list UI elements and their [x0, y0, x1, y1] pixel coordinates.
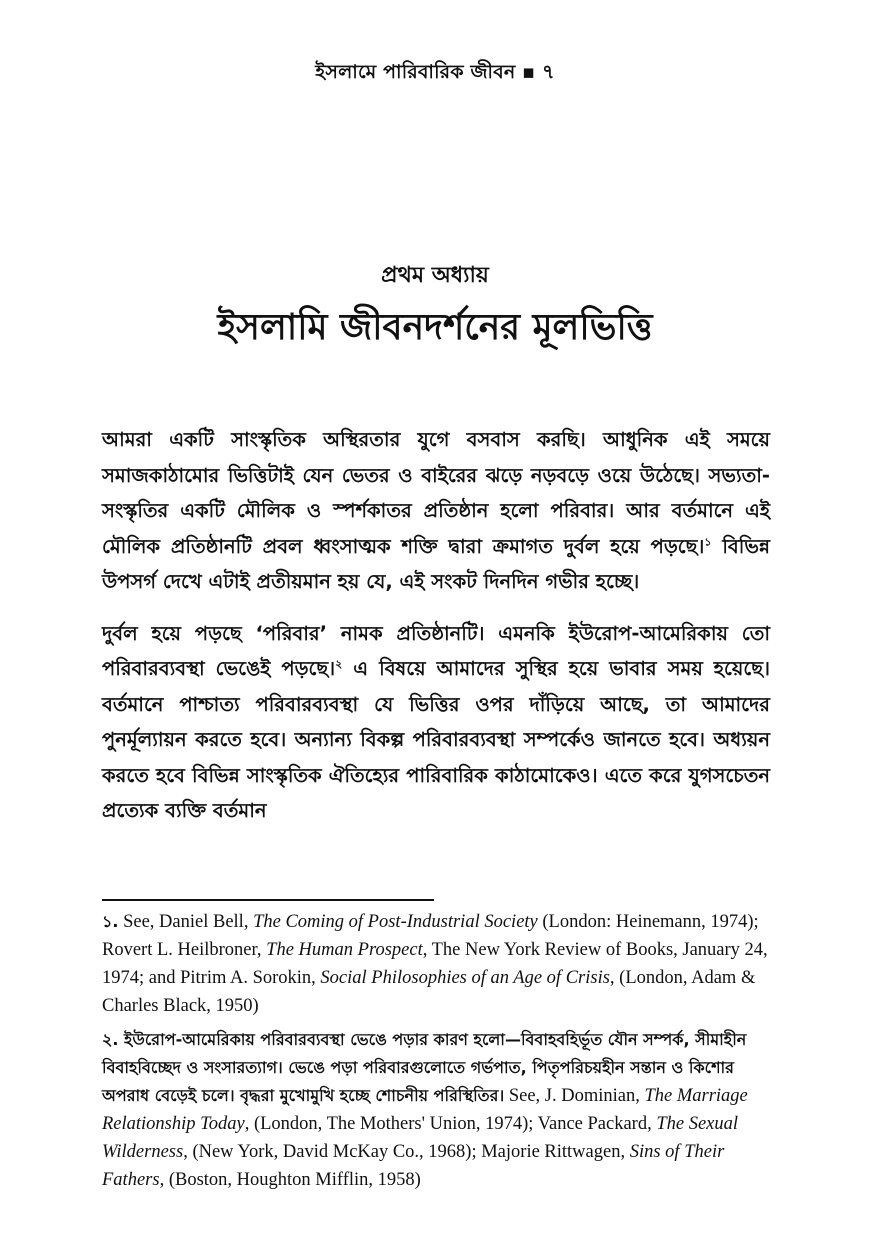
footnote-number: ১.	[102, 912, 119, 931]
paragraph-text: বিভিন্ন উপসর্গ দেখে এটাই প্রতীয়মান হয় যে, এই সংকট দিনদিন গভীর হচ্ছে।	[102, 534, 770, 593]
body-text	[102, 422, 770, 845]
paragraph-text: দুর্বল হয়ে পড়ছে ‘পরিবার’ নামক প্রতিষ্ঠানটি। এমনকি ইউরোপ-আমেরিকায় তো পরিবারব্যবস্থা ভেঙেই পড়ছে।	[102, 621, 770, 680]
footnote-title: Sins of Their Fathers	[102, 1142, 725, 1190]
footnote-title: The Marriage Relationship Today	[102, 1086, 748, 1134]
footnote-number: ২.	[102, 1030, 119, 1049]
paragraph-2	[102, 616, 770, 829]
footnote-text: , (London, Adam & Charles Black, 1950)	[102, 968, 756, 1016]
paragraph-text: আমরা একটি সাংস্কৃতিক অস্থিরতার যুগে বসবাস করছি। আধুনিক এই সময়ে সমাজকাঠামোর ভিত্তিটাই যেন ভেতর ও বাইরের ঝড়ে নড়বড়ে ওয়ে উঠেছে। সভ্যতা-সংস্কৃতির একটি মৌলিক ও স্পর্শকাতর প্রতিষ্ঠান হলো পরিবার। আর বর্তমানে এই মৌলিক প্রতিষ্ঠানটি প্রবল ধ্বংসাত্মক শক্তি দ্বারা ক্রমাগত দুর্বল হয়ে পড়ছে।	[102, 428, 770, 558]
footnote-divider	[102, 899, 434, 901]
paragraph-text: এ বিষয়ে আমাদের সুস্থির হয়ে ভাবার সময় হয়েছে। বর্তমানে পাশ্চাত্য পরিবারব্যবস্থা যে ভিত্তির ওপর দাঁড়িয়ে আছে, তা আমাদের পুনর্মূল্যায়ন করতে হবে। অন্যান্য বিকল্প পরিবারব্যবস্থা সম্পর্কেও জানতে হবে। অধ্যয়ন করতে হবে বিভিন্ন সাংস্কৃতিক ঐতিহ্যের পারিবারিক কাঠামোকেও। এতে করে যুগসচেতন প্রত্যেক ব্যক্তি বর্তমান	[102, 657, 770, 822]
footnote-ref-2: ২	[335, 657, 343, 671]
footnote-text: , The New York Review of Books, January 24, 1974; and Pitrim A. Sorokin,	[102, 940, 768, 988]
running-head: ইসলামে পারিবারিক জীবন ▪ ৭	[315, 61, 555, 83]
footnote-text: , (London, The Mothers' Union, 1974); Vance Packard,	[244, 1114, 657, 1134]
footnote-title: The Sexual Wilderness	[102, 1114, 739, 1162]
footnote-text: , (New York, David McKay Co., 1968); Majorie Rittwagen,	[183, 1142, 630, 1162]
footnotes	[102, 908, 770, 1200]
footnote-1	[102, 908, 770, 1020]
footnote-text: See, Daniel Bell,	[118, 912, 254, 932]
footnote-ref-1: ১	[704, 535, 712, 548]
chapter-label: প্রথম অধ্যায়	[381, 263, 489, 288]
footnote-title: The Coming of Post-Industrial Society	[253, 912, 538, 932]
footnote-text: , (Boston, Houghton Mifflin, 1958)	[159, 1170, 421, 1190]
paragraph-1	[102, 422, 770, 600]
footnote-title: Social Philosophies of an Age of Crisis	[320, 968, 610, 988]
footnote-text: (London: Heinemann, 1974); Rovert L. Heilbroner,	[102, 912, 759, 960]
chapter-title: ইসলামি জীবনদর্শনের মূলভিত্তি	[217, 307, 653, 348]
footnote-title: The Human Prospect	[266, 940, 423, 960]
footnote-text: See, J. Dominian,	[504, 1086, 645, 1106]
footnote-bangla-text: ইউরোপ-আমেরিকায় পরিবারব্যবস্থা ভেঙে পড়ার কারণ হলো—বিবাহবহির্ভূত যৌন সম্পর্ক, সীমাহীন বিবাহবিচ্ছেদ ও সংসারত্যাগ। ভেঙে পড়া পরিবারগুলোতে গর্ভপাত, পিতৃপরিচয়হীন সন্তান ও কিশোর অপরাধ বেড়েই চলে। বৃদ্ধরা মুখোমুখি হচ্ছে শোচনীয় পরিস্থিতির।	[102, 1030, 747, 1105]
footnote-2	[102, 1026, 770, 1194]
